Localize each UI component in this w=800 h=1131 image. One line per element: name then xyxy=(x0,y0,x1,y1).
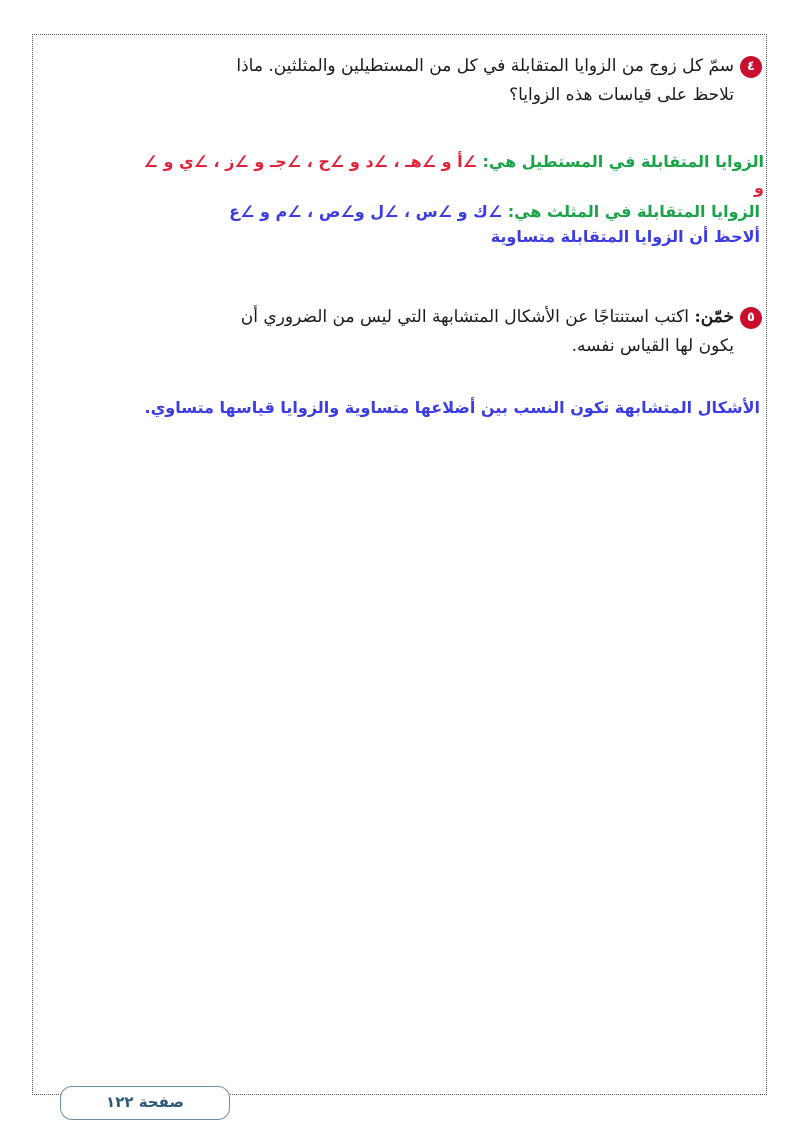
tri-label: الزوايا المتقابلة في المثلث هي: xyxy=(507,202,760,221)
question-number-badge: ٤ xyxy=(740,56,762,78)
question-number-badge: ٥ xyxy=(740,307,762,329)
question-4-line-1 xyxy=(72,52,762,81)
rect-angle-pairs: ∠أ و ∠هـ ، ∠د و ∠ح ، ∠جـ و ∠ز ، ∠ي و ∠ xyxy=(143,152,477,171)
question-5 xyxy=(72,303,762,361)
rect-continuation: و xyxy=(754,178,764,197)
rect-label: الزوايا المتقابلة في المستطيل هي: xyxy=(482,152,764,171)
question-5-line-1 xyxy=(72,303,762,332)
answer-5: الأشكال المتشابهة تكون النسب بين أضلاعها متساوية والزوايا قياسها متساوي. xyxy=(144,398,760,417)
question-4 xyxy=(72,52,762,110)
page-number-tab: صفحة ١٢٢ xyxy=(60,1086,230,1120)
question-5-line-2: يكون لها القياس نفسه. xyxy=(571,336,734,356)
answer-conclusion: ألاحظ أن الزوايا المتقابلة متساوية xyxy=(490,227,760,246)
question-5-keyword: خمّن: xyxy=(694,307,734,327)
question-4-line-2: تلاحظ على قياسات هذه الزوايا؟ xyxy=(509,85,734,105)
question-5-text-1: اكتب استنتاجًا عن الأشكال المتشابهة التي ليس من الضروري أن xyxy=(240,307,690,327)
answer-rectangle-angles xyxy=(34,150,764,174)
tri-angle-pairs: ∠ك و ∠س ، ∠ل و∠ص ، ∠م و ∠ع xyxy=(229,202,503,221)
answer-triangle-angles xyxy=(60,200,760,224)
question-4-text-1: سمّ كل زوج من الزوايا المتقابلة في كل من المستطيلين والمثلثين. ماذا xyxy=(236,56,734,76)
